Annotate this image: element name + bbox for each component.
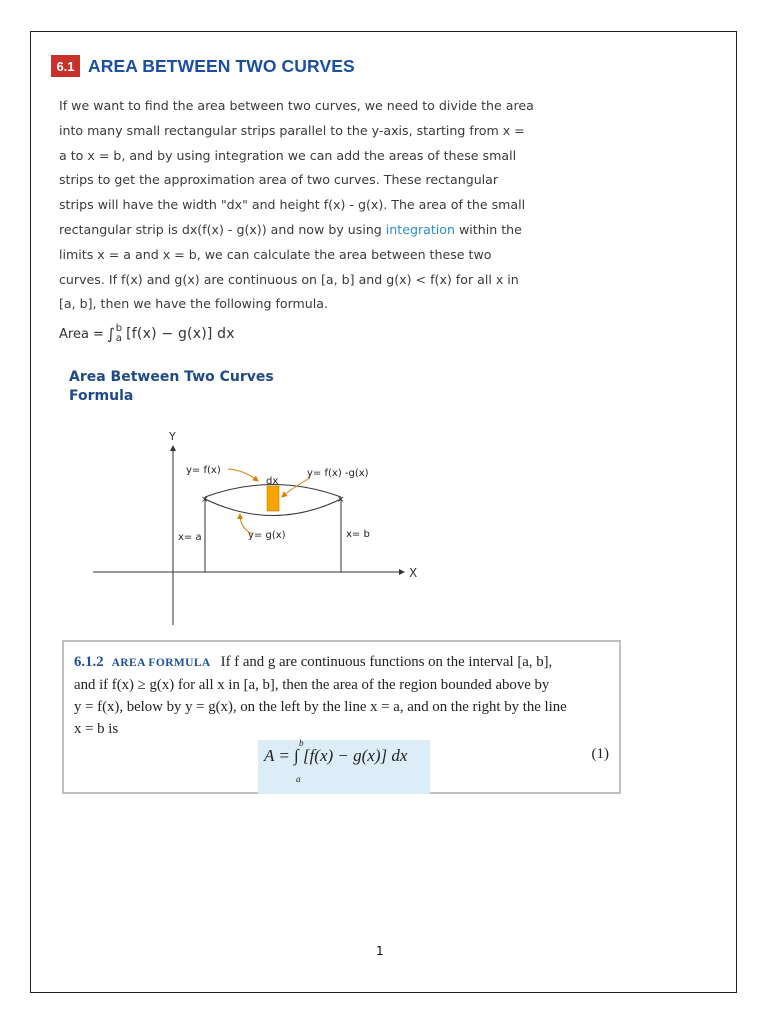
area-formula-prefix: Area = <box>59 326 104 342</box>
area-formula-expression: [f(x) − g(x)] dx <box>126 326 235 342</box>
label-f-of-x: y= f(x) <box>186 465 221 476</box>
label-x-a: x= a <box>178 532 202 543</box>
arrow-f-pointer <box>228 469 258 481</box>
paragraph-line: [a, b], then we have the following formula. <box>59 296 329 312</box>
theorem-text: If f and g are continuous functions on the interval [a, b], <box>220 654 553 670</box>
paragraph-line: a to x = b, and by using integration we can add the areas of these small <box>59 147 517 163</box>
paragraph-line: limits x = a and x = b, we can calculate the area between these two <box>59 246 492 262</box>
paragraph-text: within the <box>454 221 522 237</box>
intersection-mark-left: × <box>201 495 209 505</box>
label-x-b: x= b <box>346 529 370 540</box>
theorem-line: and if f(x) ≥ g(x) for all x in [a, b], then the area of the region bounded above by <box>74 677 550 693</box>
label-dx: dx <box>266 476 279 487</box>
theorem-line: x = b is <box>74 721 119 737</box>
figure-title-line: Formula <box>69 388 134 404</box>
paragraph-line: into many small rectangular strips parallel to the y-axis, starting from x = <box>59 122 525 138</box>
rectangular-strip <box>267 486 279 511</box>
label-g-of-x: y= g(x) <box>248 530 286 541</box>
paragraph-line: If we want to find the area between two curves, we need to divide the area <box>59 98 534 113</box>
paragraph-line: strips will have the width "dx" and height f(x) - g(x). The area of the small <box>59 197 526 213</box>
integral-sign: ∫ <box>106 325 115 343</box>
paragraph-line: strips to get the approximation area of two curves. These rectangular <box>59 172 499 188</box>
upper-limit: b <box>115 323 123 334</box>
theorem-number: 6.1.2 <box>74 654 104 670</box>
theorem-label: AREA FORMULA <box>111 657 211 669</box>
label-difference: y= f(x) -g(x) <box>307 468 369 479</box>
page-number: 1 <box>376 944 384 958</box>
section-title: AREA BETWEEN TWO CURVES <box>88 55 355 76</box>
figure-title-line: Area Between Two Curves <box>69 369 274 385</box>
theorem-text <box>74 651 614 740</box>
section-number-badge: 6.1 <box>51 55 80 77</box>
theorem-box <box>62 640 621 794</box>
intersection-mark-right: × <box>337 495 345 505</box>
equation-text: A = ∫ [f(x) − g(x)] dx <box>264 746 408 765</box>
paragraph-text: rectangular strip is dx(f(x) - g(x)) and now by using <box>59 221 386 237</box>
lower-limit: a <box>115 333 122 344</box>
equation-number: (1) <box>591 746 609 762</box>
theorem-equation <box>264 746 407 766</box>
theorem-line: y = f(x), below by y = g(x), on the left by the line x = a, and on the right by the line <box>74 699 567 715</box>
equation-lower-limit: a <box>296 774 301 784</box>
integration-link[interactable]: integration <box>385 221 455 237</box>
theorem-line <box>74 651 614 674</box>
x-axis-label: X <box>409 566 418 580</box>
equation-upper-limit: b <box>299 738 304 748</box>
paragraph-line: curves. If f(x) and g(x) are continuous on [a, b] and g(x) < f(x) for all x in <box>59 271 519 287</box>
y-axis-label: Y <box>169 430 176 443</box>
equation-limits <box>296 738 304 784</box>
